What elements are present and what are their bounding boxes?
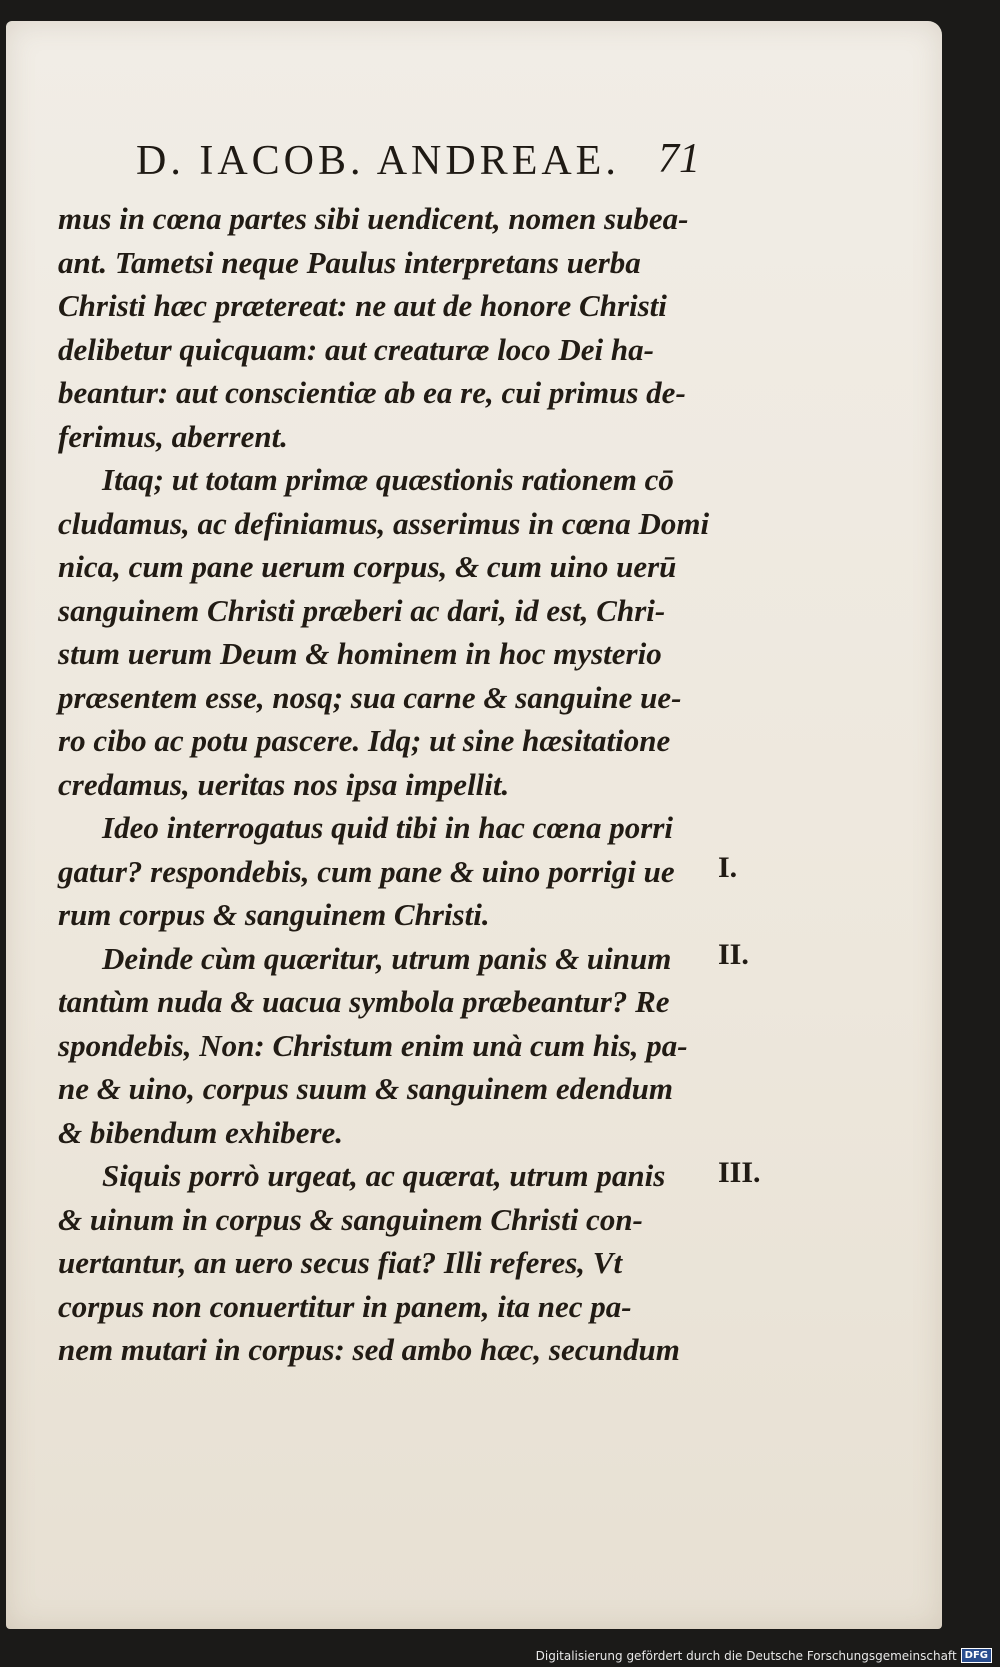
text-line: cludamus, ac definiamus, asserimus in cœna Domi (58, 505, 710, 541)
text-line: Itaq; ut totam primæ quæstionis rationem cō (102, 462, 674, 497)
text-line: ferimus, aberrent. (58, 418, 288, 454)
text-line: spondebis, Non: Christum enim unà cum his, pa- (58, 1027, 688, 1063)
text-line: & uinum in corpus & sanguinem Christi con- (58, 1201, 643, 1237)
text-line: corpus non conuertitur in panem, ita nec pa- (58, 1288, 632, 1324)
credit-text: Digitalisierung gefördert durch die Deutsche Forschungsgemeinschaft (535, 1648, 957, 1663)
text-line: delibetur quicquam: aut creaturæ loco Dei ha- (58, 331, 654, 367)
margin-note-3: III. (718, 1156, 761, 1189)
text-line: Ideo interrogatus quid tibi in hac cœna porri (102, 810, 674, 845)
text-line: ne & uino, corpus suum & sanguinem edendum (58, 1071, 673, 1106)
digitization-credit (536, 1648, 992, 1663)
text-line: credamus, ueritas nos ipsa impellit. (58, 766, 510, 802)
text-line: Deinde cùm quæritur, utrum panis & uinum (102, 940, 672, 976)
page-body-text (58, 197, 718, 1372)
text-line: nem mutari in corpus: sed ambo hæc, secundum (58, 1332, 680, 1367)
text-line: Christi hæc prætereat: ne aut de honore Christi (58, 288, 667, 323)
text-line: rum corpus & sanguinem Christi. (58, 897, 490, 932)
text-line: mus in cœna partes sibi uendicent, nomen subea- (58, 201, 689, 236)
text-line: gatur? respondebis, cum pane & uino porrigi ue (58, 853, 675, 889)
page-number: 71 (658, 136, 700, 182)
dfg-logo-icon: DFG (961, 1648, 992, 1663)
text-line: Siquis porrò urgeat, ac quærat, utrum panis (102, 1158, 666, 1193)
text-line: nica, cum pane uerum corpus, & cum uino uerū (58, 549, 677, 584)
text-line: ant. Tametsi neque Paulus interpretans uerba (58, 244, 641, 280)
text-line: stum uerum Deum & hominem in hoc mysterio (58, 636, 662, 671)
running-title: D. IACOB. ANDREAE. (136, 138, 620, 184)
margin-note-1: I. (718, 851, 738, 884)
text-line: & bibendum exhibere. (58, 1114, 344, 1150)
text-line: tantùm nuda & uacua symbola præbeantur? Re (58, 984, 670, 1019)
text-line: uertantur, an uero secus fiat? Illi referes, Vt (58, 1245, 623, 1280)
text-line: beantur: aut conscientiæ ab ea re, cui primus de- (58, 375, 686, 410)
text-line: præsentem esse, nosq; sua carne & sanguine ue- (58, 679, 682, 715)
text-line: sanguinem Christi præberi ac dari, id est, Chri- (58, 592, 666, 628)
book-page (6, 21, 942, 1629)
text-line: ro cibo ac potu pascere. Idq; ut sine hæsitatione (58, 723, 671, 758)
margin-note-2: II. (718, 938, 749, 971)
